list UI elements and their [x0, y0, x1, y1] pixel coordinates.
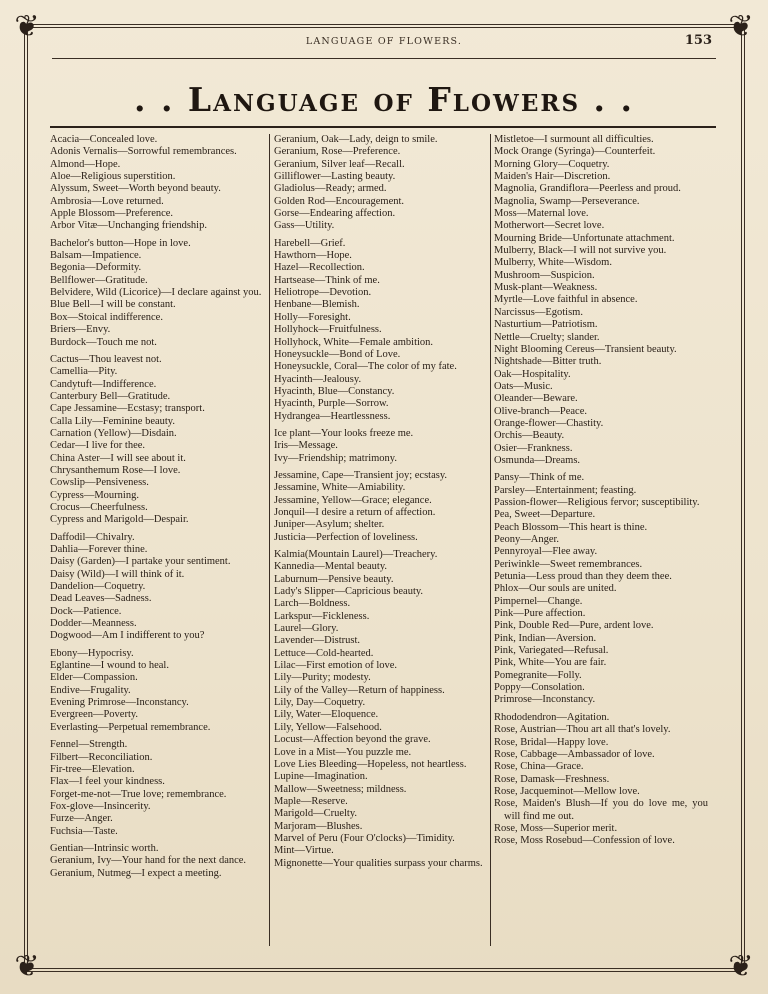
- flower-entry: Lettuce—Cold-hearted.: [274, 647, 374, 659]
- flower-entry: Mallow—Sweetness; mildness.: [274, 783, 407, 795]
- flower-entry: Kannedia—Mental beauty.: [274, 561, 388, 573]
- flower-entry: Gentian—Intrinsic worth.: [50, 842, 159, 854]
- flower-entry: Cape Jessamine—Ecstasy; transport.: [50, 403, 205, 415]
- column-divider: [269, 134, 270, 946]
- flower-entry: Myrtle—Love faithful in absence.: [494, 294, 638, 306]
- flower-entry: Juniper—Asylum; shelter.: [274, 519, 385, 531]
- flower-entry: Rose, Damask—Freshness.: [494, 773, 610, 785]
- flower-entry: Eglantine—I wound to heal.: [50, 660, 169, 672]
- flower-entry: Forget-me-not—True love; remembrance.: [50, 788, 227, 800]
- flower-entry: Justicia—Perfection of loveliness.: [274, 531, 418, 543]
- flower-entry: Carnation (Yellow)—Disdain.: [50, 427, 177, 439]
- flower-entry: Cedar—I live for thee.: [50, 440, 146, 452]
- flower-entry: Kalmia(Mountain Laurel)—Treachery.: [274, 549, 438, 560]
- flower-entry: Mushroom—Suspicion.: [494, 269, 595, 281]
- flower-entry: Pink, Variegated—Refusal.: [494, 645, 609, 657]
- flower-entry: Larkspur—Fickleness.: [274, 610, 370, 622]
- flower-entry: Daisy (Wild)—I will think of it.: [50, 568, 185, 580]
- flower-entry: Geranium, Nutmeg—I expect a meeting.: [50, 867, 222, 879]
- flower-entry: Hyacinth, Purple—Sorrow.: [274, 398, 389, 410]
- flower-entry: Peach Blossom—This heart is thine.: [494, 521, 648, 533]
- page-title: . . Language of Flowers . .: [133, 80, 635, 119]
- flower-entry: Dandelion—Coquetry.: [50, 581, 146, 593]
- flower-entry: Night Blooming Cereus—Transient beauty.: [494, 343, 677, 355]
- flower-entry: Lily, Day—Coquetry.: [274, 697, 366, 709]
- border-right-inner: [744, 26, 745, 970]
- flower-entry: Lilac—First emotion of love.: [274, 660, 398, 672]
- flower-entry: Periwinkle—Sweet remembrances.: [494, 558, 643, 570]
- column-divider: [490, 134, 491, 946]
- flower-entry: Cypress—Mourning.: [50, 489, 139, 501]
- flower-entry: Honeysuckle, Coral—The color of my fate.: [274, 361, 457, 373]
- flower-entry: Magnolia, Swamp—Perseverance.: [494, 195, 640, 207]
- flower-entry: Rose, China—Grace.: [494, 761, 584, 773]
- flower-entry: Pink, Indian—Aversion.: [494, 632, 597, 644]
- flower-entry: Hyacinth—Jealousy.: [274, 373, 362, 385]
- border-right: [741, 26, 742, 970]
- entries-column-1: [50, 134, 265, 880]
- flower-entry: Box—Stoical indifference.: [50, 311, 163, 323]
- flower-entry: Rose, Moss Rosebud—Confession of love.: [494, 835, 675, 847]
- flower-entry: Pink, Double Red—Pure, ardent love.: [494, 620, 654, 632]
- flower-entry: Lily—Purity; modesty.: [274, 672, 371, 684]
- flower-entry: Holly—Foresight.: [274, 311, 351, 323]
- ornament-bottom-left-icon: ❦: [14, 949, 40, 984]
- flower-entry: Osier—Frankness.: [494, 442, 573, 454]
- flower-entry: Hartsease—Think of me.: [274, 274, 380, 286]
- flower-entry: Flax—I feel your kindness.: [50, 776, 165, 788]
- flower-entry: Peony—Anger.: [494, 534, 560, 545]
- flower-entry: Lily, Yellow—Falsehood.: [274, 721, 382, 733]
- flower-entry: Cypress and Marigold—Despair.: [50, 514, 189, 526]
- flower-entry: Musk-plant—Weakness.: [494, 282, 598, 294]
- page-number: 153: [684, 33, 712, 48]
- flower-entry: Pimpernel—Change.: [494, 595, 583, 607]
- flower-entry: Elder—Compassion.: [50, 672, 138, 684]
- flower-entry: Ambrosia—Love returned.: [50, 195, 164, 207]
- header-rule: [52, 58, 716, 59]
- flower-entry: Gorse—Endearing affection.: [274, 208, 396, 220]
- flower-entry: Parsley—Entertainment; feasting.: [494, 484, 637, 496]
- flower-entry: Lily of the Valley—Return of happiness.: [274, 684, 445, 696]
- flower-entry: Marvel of Peru (Four O'clocks)—Timidity.: [274, 832, 455, 844]
- flower-entry: Jessamine, White—Amiability.: [274, 482, 406, 494]
- flower-entry: Lady's Slipper—Capricious beauty.: [274, 586, 424, 598]
- flower-entry: Ivy—Friendship; matrimony.: [274, 452, 397, 464]
- flower-entry: Chrysanthemum Rose—I love.: [50, 464, 181, 476]
- flower-entry: Endive—Frugality.: [50, 684, 131, 696]
- flower-entry: Burdock—Touch me not.: [50, 336, 157, 348]
- flower-entry: Geranium, Rose—Preference.: [274, 146, 401, 158]
- flower-entry: Dock—Patience.: [50, 605, 122, 617]
- flower-entry: Mistletoe—I surmount all difficulties.: [494, 134, 654, 145]
- flower-entry: Harebell—Grief.: [274, 237, 346, 249]
- flower-entry: Evergreen—Poverty.: [50, 709, 139, 721]
- flower-entry: Locust—Affection beyond the grave.: [274, 734, 431, 746]
- entries-column-3: [494, 134, 708, 848]
- flower-entry: Marigold—Cruelty.: [274, 808, 358, 820]
- flower-entry: Maple—Reserve.: [274, 795, 348, 807]
- flower-entry: Everlasting—Perpetual remembrance.: [50, 721, 211, 733]
- flower-entry: Mulberry, Black—I will not survive you.: [494, 245, 667, 257]
- flower-entry: Arbor Vitæ—Unchanging friendship.: [50, 220, 207, 232]
- ornament-top-right-icon: ❦: [728, 9, 754, 44]
- flower-entry: Mourning Bride—Unfortunate attachment.: [494, 232, 675, 244]
- flower-entry: Pink, White—You are fair.: [494, 657, 607, 669]
- flower-entry: Furze—Anger.: [50, 813, 113, 825]
- flower-entry: Dahlia—Forever thine.: [50, 544, 148, 555]
- border-left-inner: [27, 26, 28, 970]
- ornament-bottom-right-icon: ❦: [728, 949, 754, 984]
- flower-entry: Rose, Cabbage—Ambassador of love.: [494, 748, 655, 760]
- title-rule: [50, 126, 716, 128]
- flower-entry: Rose, Maiden's Blush—If you do love me, you will find me out.: [494, 798, 708, 822]
- flower-entry: Oak—Hospitality.: [494, 368, 571, 380]
- flower-entry: Hollyhock, White—Female ambition.: [274, 336, 434, 348]
- flower-entry: Almond—Hope.: [50, 158, 121, 170]
- flower-entry: Mock Orange (Syringa)—Counterfeit.: [494, 146, 656, 158]
- flower-entry: Mulberry, White—Wisdom.: [494, 257, 612, 269]
- flower-entry: Oats—Music.: [494, 380, 553, 392]
- flower-entry: Nettle—Cruelty; slander.: [494, 331, 600, 343]
- flower-entry: Gilliflower—Lasting beauty.: [274, 171, 396, 183]
- border-left: [24, 26, 25, 970]
- flower-entry: Petunia—Less proud than they deem thee.: [494, 571, 672, 583]
- flower-entry: Pennyroyal—Flee away.: [494, 546, 598, 558]
- flower-entry: Daffodil—Chivalry.: [50, 531, 135, 543]
- flower-entry: Geranium, Silver leaf—Recall.: [274, 158, 405, 170]
- flower-entry: Geranium, Oak—Lady, deign to smile.: [274, 134, 438, 145]
- flower-entry: Rose, Jacqueminot—Mellow love.: [494, 785, 640, 797]
- flower-entry: Hollyhock—Fruitfulness.: [274, 324, 382, 336]
- flower-entry: Jessamine, Cape—Transient joy; ecstasy.: [274, 469, 448, 481]
- flower-entry: Pea, Sweet—Departure.: [494, 509, 596, 521]
- flower-entry: Adonis Vernalis—Sorrowful remembrances.: [50, 146, 237, 158]
- flower-entry: Mignonette—Your qualities surpass your charms.: [274, 857, 483, 869]
- flower-entry: Mint—Virtue.: [274, 845, 334, 857]
- flower-entry: Laburnum—Pensive beauty.: [274, 573, 394, 585]
- flower-entry: Gass—Utility.: [274, 220, 335, 232]
- flower-entry: Iris—Message.: [274, 440, 338, 452]
- flower-entry: Rose, Moss—Superior merit.: [494, 822, 618, 834]
- flower-entry: Belvidere, Wild (Licorice)—I declare against you.: [50, 287, 262, 299]
- flower-entry: Honeysuckle—Bond of Love.: [274, 348, 401, 360]
- flower-entry: Crocus—Cheerfulness.: [50, 501, 148, 513]
- flower-entry: Balsam—Impatience.: [50, 250, 142, 262]
- flower-entry: Geranium, Ivy—Your hand for the next dance.: [50, 855, 247, 867]
- flower-entry: Hyacinth, Blue—Constancy.: [274, 385, 395, 397]
- flower-entry: Orchis—Beauty.: [494, 430, 565, 442]
- flower-entry: Pomegranite—Folly.: [494, 669, 582, 681]
- flower-entry: Fir-tree—Elevation.: [50, 763, 135, 775]
- flower-entry: Moss—Maternal love.: [494, 208, 589, 220]
- flower-entry: Evening Primrose—Inconstancy.: [50, 697, 189, 709]
- flower-entry: Jessamine, Yellow—Grace; elegance.: [274, 494, 432, 506]
- flower-entry: Nasturtium—Patriotism.: [494, 319, 598, 331]
- flower-entry: Jonquil—I desire a return of affection.: [274, 506, 436, 518]
- flower-entry: Fennel—Strength.: [50, 739, 128, 751]
- flower-entry: China Aster—I will see about it.: [50, 452, 186, 464]
- flower-entry: Olive-branch—Peace.: [494, 405, 587, 417]
- flower-entry: Cowslip—Pensiveness.: [50, 477, 149, 489]
- flower-entry: Blue Bell—I will be constant.: [50, 299, 176, 311]
- flower-entry: Larch—Boldness.: [274, 598, 351, 610]
- flower-entry: Calla Lily—Feminine beauty.: [50, 415, 176, 427]
- flower-entry: Heliotrope—Devotion.: [274, 287, 372, 299]
- ornament-top-left-icon: ❦: [14, 9, 40, 44]
- flower-entry: Dodder—Meanness.: [50, 618, 137, 630]
- flower-entry: Pink—Pure affection.: [494, 608, 586, 620]
- flower-entry: Maiden's Hair—Discretion.: [494, 171, 611, 183]
- flower-entry: Apple Blossom—Preference.: [50, 208, 174, 220]
- flower-entry: Oleander—Beware.: [494, 393, 578, 405]
- flower-entry: Henbane—Blemish.: [274, 299, 360, 311]
- flower-entry: Lily, Water—Eloquence.: [274, 709, 379, 721]
- flower-entry: Love Lies Bleeding—Hopeless, not heartless.: [274, 758, 467, 770]
- flower-entry: Morning Glory—Coquetry.: [494, 158, 610, 170]
- flower-entry: Golden Rod—Encouragement.: [274, 195, 405, 207]
- border-bottom: [26, 968, 742, 969]
- flower-entry: Poppy—Consolation.: [494, 682, 585, 694]
- flower-entry: Rhododendron—Agitation.: [494, 711, 610, 723]
- flower-entry: Magnolia, Grandiflora—Peerless and proud.: [494, 183, 681, 195]
- flower-entry: Hazel—Recollection.: [274, 262, 365, 274]
- flower-entry: Hawthorn—Hope.: [274, 250, 352, 262]
- entries-column-2: [274, 134, 488, 870]
- flower-entry: Narcissus—Egotism.: [494, 306, 583, 318]
- flower-entry: Lavender—Distrust.: [274, 635, 361, 647]
- border-top: [26, 24, 742, 25]
- flower-entry: Bellflower—Gratitude.: [50, 274, 148, 286]
- flower-entry: Phlox—Our souls are united.: [494, 583, 617, 595]
- flower-entry: Fox-glove—Insincerity.: [50, 800, 151, 812]
- flower-entry: Camellia—Pity.: [50, 366, 118, 378]
- running-head: LANGUAGE OF FLOWERS.: [305, 36, 463, 47]
- flower-entry: Gladiolus—Ready; armed.: [274, 183, 387, 195]
- flower-entry: Laurel—Glory.: [274, 623, 339, 635]
- flower-entry: Rose, Austrian—Thou art all that's lovely.: [494, 724, 671, 736]
- flower-entry: Pansy—Think of me.: [494, 472, 585, 484]
- flower-entry: Briers—Envy.: [50, 324, 111, 336]
- flower-entry: Ebony—Hypocrisy.: [50, 647, 134, 659]
- flower-entry: Rose, Bridal—Happy love.: [494, 736, 609, 748]
- border-top-inner: [26, 27, 742, 28]
- flower-entry: Acacia—Concealed love.: [50, 134, 158, 145]
- flower-entry: Dead Leaves—Sadness.: [50, 593, 152, 605]
- flower-entry: Hydrangea—Heartlessness.: [274, 410, 391, 422]
- flower-entry: Marjoram—Blushes.: [274, 820, 363, 832]
- flower-entry: Ice plant—Your looks freeze me.: [274, 427, 414, 439]
- border-bottom-inner: [26, 971, 742, 972]
- flower-entry: Begonia—Deformity.: [50, 262, 142, 274]
- flower-entry: Lupine—Imagination.: [274, 771, 368, 783]
- flower-entry: Osmunda—Dreams.: [494, 454, 581, 466]
- flower-entry: Canterbury Bell—Gratitude.: [50, 390, 171, 402]
- flower-entry: Orange-flower—Chastity.: [494, 417, 604, 429]
- flower-entry: Fuchsia—Taste.: [50, 825, 118, 837]
- flower-entry: Filbert—Reconciliation.: [50, 751, 153, 763]
- flower-entry: Alyssum, Sweet—Worth beyond beauty.: [50, 183, 221, 195]
- flower-entry: Primrose—Inconstancy.: [494, 694, 596, 706]
- flower-entry: Passion-flower—Religious fervor; susceptibility.: [494, 496, 700, 508]
- flower-entry: Candytuft—Indifference.: [50, 378, 157, 390]
- flower-entry: Cactus—Thou leavest not.: [50, 353, 162, 365]
- flower-entry: Dogwood—Am I indifferent to you?: [50, 630, 205, 642]
- flower-entry: Aloe—Religious superstition.: [50, 171, 176, 183]
- flower-entry: Motherwort—Secret love.: [494, 220, 605, 232]
- flower-entry: Bachelor's button—Hope in love.: [50, 237, 191, 249]
- flower-entry: Nightshade—Bitter truth.: [494, 356, 602, 368]
- flower-entry: Love in a Mist—You puzzle me.: [274, 746, 412, 758]
- flower-entry: Daisy (Garden)—I partake your sentiment.: [50, 556, 231, 568]
